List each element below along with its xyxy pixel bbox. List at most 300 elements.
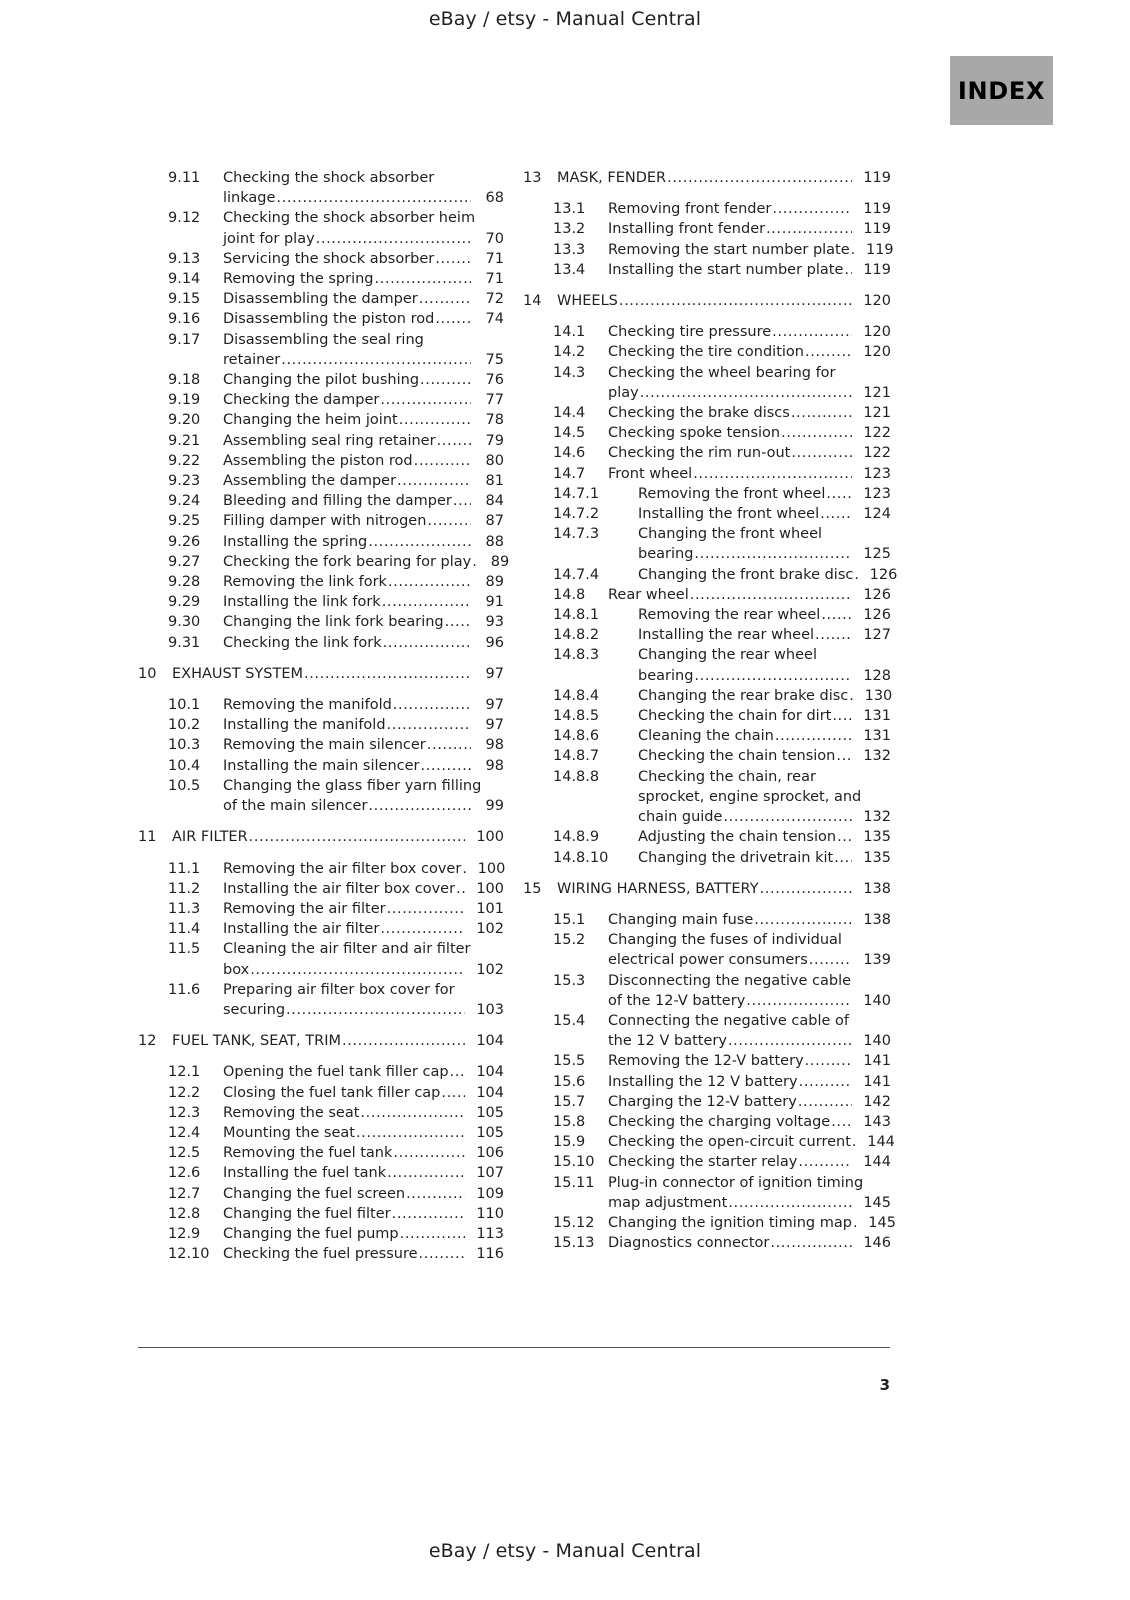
toc-entry-title-block (223, 511, 504, 531)
toc-entry-title: EXHAUST SYSTEM (172, 665, 303, 682)
toc-entry-line (608, 971, 891, 991)
toc-entry[interactable] (523, 1132, 895, 1152)
toc-entry-line (223, 249, 504, 269)
toc-entry-title: Changing the fuel screen (223, 1185, 406, 1202)
toc-entry-number: 9.13 (168, 250, 201, 267)
toc-entry-page: 105 (476, 1124, 504, 1141)
toc-entry-number: 12.5 (168, 1145, 201, 1162)
toc-entry-title: Checking the damper (223, 392, 380, 409)
toc-entry[interactable] (138, 879, 504, 899)
toc-entry[interactable] (138, 756, 504, 776)
toc-entry-title-block (223, 572, 504, 592)
toc-entry[interactable] (138, 919, 504, 939)
toc-entry[interactable] (523, 464, 891, 484)
toc-leader-dots (368, 796, 471, 816)
toc-entry-number: 10.1 (168, 697, 201, 714)
toc-entry-line (223, 289, 504, 309)
toc-entry-title: Plug-in connector of ignition timing (608, 1174, 864, 1191)
toc-entry-number: 11.4 (168, 921, 201, 938)
toc-entry-line (223, 572, 504, 592)
toc-entry-line (223, 1184, 504, 1204)
toc-leader-dots (693, 464, 852, 484)
toc-entry-line (608, 322, 891, 342)
toc-entry-title: Servicing the shock absorber (223, 250, 435, 267)
toc-entry-line (608, 219, 891, 239)
toc-entry[interactable] (138, 633, 504, 653)
toc-entry[interactable] (523, 605, 891, 625)
toc-entry-title-block (223, 1143, 504, 1163)
toc-entry[interactable] (523, 1173, 891, 1213)
toc-entry-number: 14.8.7 (553, 748, 600, 765)
toc-entry-line (223, 532, 504, 552)
toc-entry-line (223, 919, 504, 939)
toc-entry[interactable] (523, 565, 898, 585)
toc-entry-number: 15.10 (553, 1154, 595, 1171)
toc-entry[interactable] (523, 322, 891, 342)
index-tab-label: INDEX (957, 76, 1046, 105)
toc-entry-page: 104 (476, 1064, 504, 1081)
toc-entry-line (608, 403, 891, 423)
toc-entry[interactable] (523, 219, 891, 239)
toc-entry-page: 120 (863, 324, 891, 341)
toc-entry[interactable] (138, 980, 504, 1020)
toc-leader-dots (382, 592, 471, 612)
toc-entry-title-block (223, 1204, 504, 1224)
toc-entry-title: Assembling seal ring retainer (223, 432, 436, 449)
toc-entry[interactable] (138, 572, 504, 592)
toc-leader-dots (836, 746, 852, 766)
toc-entry-page: 144 (863, 1154, 891, 1171)
toc-entry[interactable] (138, 1083, 504, 1103)
toc-entry-line (223, 879, 504, 899)
toc-entry-line (223, 859, 504, 879)
toc-entry[interactable] (138, 451, 504, 471)
toc-entry-line (223, 695, 504, 715)
toc-entry-title-block (223, 919, 504, 939)
toc-entry[interactable] (523, 199, 891, 219)
toc-entry[interactable] (138, 370, 504, 390)
toc-leader-dots (775, 726, 852, 746)
toc-entry-title: Installing the manifold (223, 717, 386, 734)
toc-entry-title-block (608, 910, 891, 930)
toc-entry-title-block (223, 879, 504, 899)
toc-entry-number: 13.3 (553, 241, 586, 258)
toc-entry[interactable] (523, 1152, 891, 1172)
toc-leader-dots (728, 1193, 852, 1213)
toc-entry[interactable] (138, 168, 504, 208)
toc-entry-title: Installing the spring (223, 533, 368, 550)
toc-column-right (523, 168, 898, 1253)
toc-entry[interactable] (138, 208, 504, 248)
toc-chapter-entry[interactable] (138, 1031, 504, 1051)
toc-entry-title: Checking the chain, rear (638, 768, 816, 785)
toc-entry[interactable] (523, 504, 891, 524)
toc-entry[interactable] (138, 249, 504, 269)
toc-entry-number: 14.8.10 (553, 849, 609, 866)
toc-entry[interactable] (138, 1184, 504, 1204)
toc-entry-number: 9.27 (168, 553, 201, 570)
toc-entry-page: 141 (863, 1073, 891, 1090)
toc-entry-title: Changing the glass fiber yarn filling (223, 777, 482, 794)
toc-entry[interactable] (523, 363, 891, 403)
toc-entry-number: 10.5 (168, 777, 201, 794)
toc-entry-title: Cleaning the chain (638, 728, 774, 745)
toc-entry-line (223, 1123, 504, 1143)
toc-entry-line (223, 735, 504, 755)
toc-leader-dots (834, 848, 852, 868)
toc-entry-title-block (557, 879, 891, 899)
toc-entry-page: 124 (863, 506, 891, 523)
toc-entry[interactable] (523, 1051, 891, 1071)
toc-entry-page: 119 (863, 261, 891, 278)
toc-entry-page: 146 (863, 1235, 891, 1252)
toc-leader-dots (821, 605, 852, 625)
toc-entry-number: 11.2 (168, 880, 201, 897)
toc-entry-number: 9.14 (168, 271, 201, 288)
toc-entry-line (223, 309, 504, 329)
toc-entry[interactable] (138, 471, 504, 491)
toc-leader-dots (844, 260, 852, 280)
toc-entry[interactable] (523, 342, 891, 362)
toc-entry-number: 9.24 (168, 493, 201, 510)
toc-entry[interactable] (523, 726, 891, 746)
toc-entry[interactable] (138, 776, 504, 816)
toc-entry-title-block (223, 1083, 504, 1103)
toc-entry-page: 116 (476, 1246, 504, 1263)
toc-leader-dots (399, 410, 471, 430)
toc-entry-title: Disassembling the damper (223, 291, 418, 308)
toc-entry-title-block (223, 735, 504, 755)
toc-entry-title: WHEELS (557, 293, 618, 310)
toc-leader-dots (832, 706, 852, 726)
toc-entry[interactable] (138, 491, 504, 511)
toc-entry-number: 15.4 (553, 1012, 586, 1029)
toc-entry-line (223, 208, 504, 228)
toc-entry-title-block (608, 219, 891, 239)
toc-entry-page: 131 (863, 708, 891, 725)
toc-entry-number: 14.7.1 (553, 485, 600, 502)
toc-entry-title-block (223, 715, 504, 735)
toc-entry-number: 10.4 (168, 757, 201, 774)
toc-entry[interactable] (523, 1213, 896, 1233)
toc-entry-title-block (608, 1213, 896, 1233)
toc-entry-page: 98 (485, 737, 504, 754)
toc-entry-title-block (223, 592, 504, 612)
toc-entry-title-block (608, 585, 891, 605)
toc-entry[interactable] (523, 1092, 891, 1112)
toc-entry-page: 135 (863, 829, 891, 846)
toc-entry[interactable] (138, 1244, 504, 1264)
toc-entry-line (608, 950, 891, 970)
toc-entry[interactable] (523, 706, 891, 726)
toc-entry[interactable] (138, 939, 504, 979)
toc-entry[interactable] (138, 330, 504, 370)
toc-entry-line (638, 504, 891, 524)
toc-entry[interactable] (138, 695, 504, 715)
toc-entry-page: 128 (863, 667, 891, 684)
toc-entry-title-block (223, 939, 504, 979)
toc-entry-line (638, 827, 891, 847)
toc-entry-page: 84 (485, 493, 504, 510)
toc-entry[interactable] (523, 423, 891, 443)
toc-entry-number: 12.2 (168, 1084, 201, 1101)
toc-entry-title-block (223, 370, 504, 390)
toc-entry-number: 9.11 (168, 170, 201, 186)
toc-entry-page: 140 (863, 992, 891, 1009)
toc-entry-line (608, 991, 891, 1011)
toc-leader-dots (380, 390, 471, 410)
toc-entry-number: 9.15 (168, 291, 201, 308)
toc-entry[interactable] (523, 746, 891, 766)
toc-entry-number: 11.1 (168, 860, 201, 877)
toc-entry-title-block (608, 971, 891, 1011)
toc-entry-page: 132 (863, 748, 891, 765)
toc-entry[interactable] (138, 592, 504, 612)
toc-entry-line (638, 565, 898, 585)
toc-entry[interactable] (138, 552, 510, 572)
toc-entry[interactable] (523, 625, 891, 645)
toc-entry[interactable] (138, 410, 504, 430)
toc-entry-title-block (223, 1123, 504, 1143)
toc-entry-page: 81 (485, 473, 504, 490)
toc-entry[interactable] (138, 1224, 504, 1244)
toc-entry[interactable] (138, 1062, 504, 1082)
toc-entry-page: 120 (863, 293, 891, 310)
footer-divider (138, 1347, 890, 1348)
toc-entry[interactable] (523, 403, 891, 423)
toc-entry-number: 15.13 (553, 1235, 595, 1252)
toc-entry-number: 12.3 (168, 1104, 201, 1121)
toc-entry[interactable] (523, 524, 891, 564)
toc-entry-title-block (638, 605, 891, 625)
toc-entry-title: WIRING HARNESS, BATTERY (557, 880, 759, 897)
toc-entry-title: Checking the tire condition (608, 344, 804, 361)
toc-entry-line (608, 1051, 891, 1071)
toc-entry[interactable] (523, 827, 891, 847)
toc-entry-line (638, 807, 891, 827)
toc-entry-title: the 12 V battery (608, 1033, 727, 1050)
toc-chapter-entry[interactable] (523, 168, 891, 188)
toc-entry-page: 141 (863, 1053, 891, 1070)
toc-entry-title: Bleeding and filling the damper (223, 493, 452, 510)
toc-entry[interactable] (523, 848, 891, 868)
toc-leader-dots (791, 403, 852, 423)
toc-entry-line (223, 330, 504, 350)
toc-entry-title-block (223, 612, 504, 632)
toc-leader-dots (853, 1213, 857, 1233)
toc-entry-number: 12.4 (168, 1124, 201, 1141)
toc-entry[interactable] (138, 431, 504, 451)
toc-entry-number: 9.16 (168, 311, 201, 328)
toc-entry[interactable] (523, 645, 891, 685)
toc-entry-page: 145 (868, 1214, 896, 1231)
toc-entry[interactable] (138, 289, 504, 309)
toc-entry-line (223, 168, 504, 188)
toc-entry-title: Checking the rim run-out (608, 445, 791, 462)
toc-entry-number: 12.10 (168, 1246, 210, 1263)
toc-entry-title: Installing the 12 V battery (608, 1073, 798, 1090)
toc-entry-number: 9.18 (168, 372, 201, 389)
toc-entry[interactable] (523, 1112, 891, 1132)
toc-entry[interactable] (138, 1163, 504, 1183)
toc-entry-number: 9.25 (168, 513, 201, 530)
toc-entry[interactable] (523, 585, 891, 605)
toc-entry-page: 121 (863, 384, 891, 401)
toc-entry-page: 104 (476, 1033, 504, 1050)
toc-entry-line (557, 168, 891, 188)
toc-entry-title: Removing the air filter (223, 900, 386, 917)
toc-entry[interactable] (138, 715, 504, 735)
toc-entry[interactable] (138, 511, 504, 531)
toc-entry[interactable] (523, 1233, 891, 1253)
toc-entry-line (638, 767, 891, 787)
toc-entry[interactable] (523, 1011, 891, 1051)
toc-entry-page: 119 (863, 221, 891, 238)
toc-entry-line (223, 431, 504, 451)
toc-entry-line (223, 552, 510, 572)
toc-entry-page: 113 (476, 1225, 504, 1242)
toc-entry[interactable] (138, 1143, 504, 1163)
toc-entry-line (172, 664, 504, 684)
toc-entry-page: 78 (485, 412, 504, 429)
toc-leader-dots (356, 1123, 465, 1143)
toc-entry-line (223, 592, 504, 612)
toc-entry-title-block (223, 633, 504, 653)
toc-entry-title: retainer (223, 351, 281, 368)
toc-entry-title: Filling damper with nitrogen (223, 513, 427, 530)
toc-entry-title-block (223, 249, 504, 269)
toc-entry[interactable] (523, 767, 891, 828)
toc-leader-dots (342, 1031, 465, 1051)
toc-entry-number: 13 (523, 170, 542, 186)
toc-entry-title: Checking the fork bearing for play (223, 553, 472, 570)
toc-entry-title: Adjusting the chain tension (638, 829, 837, 846)
toc-entry-title: Installing the fuel tank (223, 1165, 387, 1182)
toc-entry[interactable] (138, 859, 504, 879)
toc-leader-dots (250, 960, 465, 980)
toc-entry-title-block (638, 625, 891, 645)
toc-entry-page: 130 (864, 687, 893, 704)
toc-leader-dots (450, 1062, 465, 1082)
toc-entry-title: Changing main fuse (608, 911, 754, 928)
toc-entry-page: 122 (863, 425, 891, 442)
toc-entry-line (608, 1112, 891, 1132)
toc-chapter-entry[interactable] (523, 291, 891, 311)
toc-entry-page: 89 (490, 553, 510, 570)
toc-entry[interactable] (523, 443, 891, 463)
toc-entry[interactable] (138, 269, 504, 289)
toc-entry-title-block (608, 1173, 891, 1213)
toc-entry-title: Removing the start number plate (608, 241, 850, 258)
toc-entry-page: 102 (476, 961, 504, 978)
toc-entry[interactable] (138, 1123, 504, 1143)
toc-entry-page: 127 (863, 627, 891, 644)
toc-leader-dots (427, 735, 471, 755)
toc-entry-number: 14.5 (553, 425, 586, 442)
toc-entry[interactable] (138, 390, 504, 410)
toc-entry-title-block (638, 524, 891, 564)
toc-entry-page: 123 (863, 485, 891, 502)
toc-entry-line (223, 370, 504, 390)
toc-entry-title: linkage (223, 190, 276, 207)
toc-entry-title: Connecting the negative cable of (608, 1012, 850, 1029)
toc-entry[interactable] (523, 1072, 891, 1092)
toc-leader-dots (387, 1163, 465, 1183)
toc-entry-title: bearing (638, 667, 694, 684)
toc-entry-title: Checking the shock absorber (223, 170, 435, 186)
toc-entry-title-block (608, 342, 891, 362)
toc-entry[interactable] (523, 240, 894, 260)
toc-entry[interactable] (138, 735, 504, 755)
toc-entry-line (223, 229, 504, 249)
index-tab (950, 56, 1053, 125)
toc-entry[interactable] (138, 1204, 504, 1224)
toc-entry[interactable] (523, 260, 891, 280)
toc-entry-line (223, 390, 504, 410)
toc-entry[interactable] (523, 686, 891, 706)
toc-entry-line (608, 423, 891, 443)
toc-entry[interactable] (523, 971, 891, 1011)
toc-chapter-entry[interactable] (138, 664, 504, 684)
toc-leader-dots (798, 1152, 852, 1172)
toc-entry-number: 14.1 (553, 324, 586, 341)
toc-entry[interactable] (138, 309, 504, 329)
toc-entry-title-block (638, 504, 891, 524)
toc-entry[interactable] (138, 612, 504, 632)
toc-entry-line (223, 1204, 504, 1224)
toc-entry[interactable] (523, 910, 891, 930)
toc-chapter-entry[interactable] (138, 827, 504, 847)
toc-entry[interactable] (138, 532, 504, 552)
toc-leader-dots (805, 342, 852, 362)
toc-entry-line (557, 291, 891, 311)
toc-entry[interactable] (523, 930, 891, 970)
toc-entry-title: Removing the fuel tank (223, 1145, 393, 1162)
toc-entry-page: 87 (485, 513, 504, 530)
toc-entry-line (223, 1000, 504, 1020)
toc-leader-dots (746, 991, 852, 1011)
toc-leader-dots (799, 1072, 852, 1092)
toc-entry-title: Checking the link fork (223, 634, 382, 651)
toc-entry-number: 15.3 (553, 972, 586, 989)
page-header-text: eBay / etsy - Manual Central (428, 8, 702, 30)
toc-leader-dots (820, 504, 852, 524)
toc-entry-line (223, 1224, 504, 1244)
toc-leader-dots (392, 1204, 465, 1224)
toc-entry-line (223, 756, 504, 776)
toc-entry[interactable] (138, 899, 504, 919)
toc-entry[interactable] (138, 1103, 504, 1123)
toc-entry-page: 102 (476, 921, 504, 938)
toc-leader-dots (388, 572, 471, 592)
toc-entry-page: 70 (485, 230, 504, 247)
toc-entry-line (608, 199, 891, 219)
toc-entry-title-block (608, 240, 894, 260)
toc-entry-line (638, 625, 891, 645)
toc-entry-title-block (223, 451, 504, 471)
toc-entry-page: 142 (863, 1093, 891, 1110)
toc-entry-title: Checking the starter relay (608, 1154, 798, 1171)
toc-chapter-entry[interactable] (523, 879, 891, 899)
toc-entry-title-block (223, 552, 510, 572)
toc-entry-line (223, 776, 504, 796)
toc-entry-line (557, 879, 891, 899)
toc-entry-page: 135 (863, 849, 891, 866)
toc-entry-number: 14.7 (553, 465, 586, 482)
toc-entry-page: 105 (476, 1104, 504, 1121)
toc-entry[interactable] (523, 484, 891, 504)
toc-entry-title-block (223, 1244, 504, 1264)
